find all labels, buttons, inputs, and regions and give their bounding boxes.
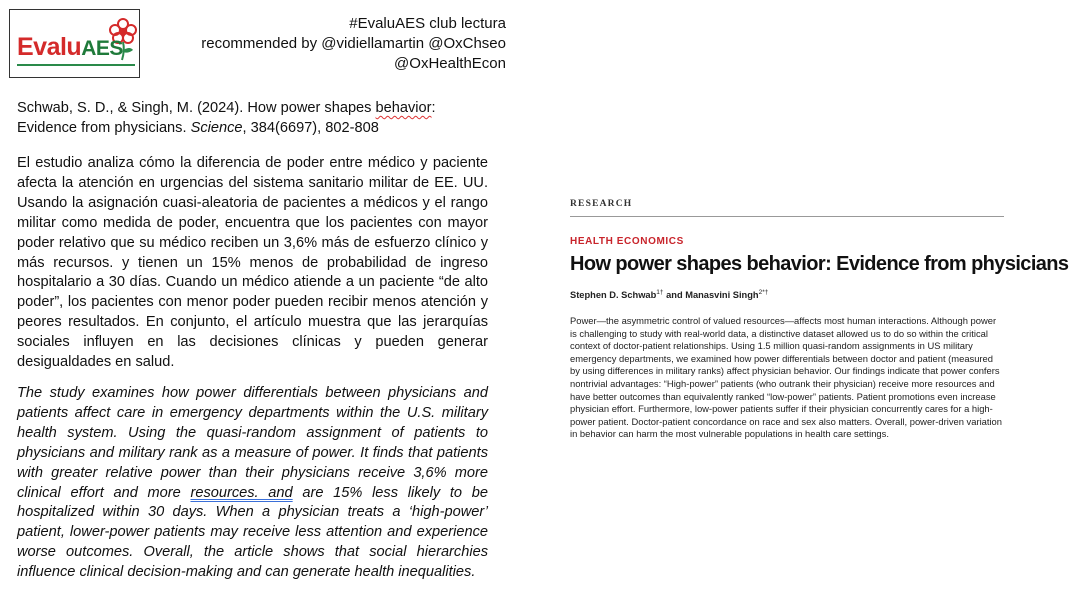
article-title: How power shapes behavior: Evidence from physicians <box>570 253 1069 275</box>
summary-english: The study examines how power differentials between physicians and patients affect care in emergency departments within the U.S. military health system. Using the quasi-random assignment of patients to physicians and military rank as a measure of power. It finds that patients with greater relative power than their physicians receive 3,6% more clinical effort and more resources. and are 15% less likely to be hospitalized within 30 days. When a physician treats a ‘high-power’ patient, lower-power patients may receive less attention and experience worse outcomes. Overall, the article shows that social hierarchies influence clinical decision-making and can generate health inequalities. <box>17 385 488 581</box>
club-header <box>201 14 506 74</box>
logo-wordmark: EvaluAES <box>17 33 123 61</box>
grammar-flag: resources. and <box>190 484 293 501</box>
recommended-by: recommended by @vidiellamartin @OxChseo <box>201 35 506 52</box>
logo-underline <box>17 64 135 66</box>
recommended-by-cont: @OxHealthEcon <box>394 55 506 72</box>
article-abstract: Power—the asymmetric control of valued resources—affects most human interactions. Although power is challenging to study with real-world data, a distinctive dataset allowed us to do so within the critical context of doctor-patient relationships. Using 1.5 million quasi-random assignments in US military emergency departments, we examined how power differentials between doctor and patient (measured by using differences in military ranks) affect physician behavior. Our findings indicate that power confers nontrivial advantages: “High-power” patients (who outrank their physician) receive more resources and have better outcomes than equivalently ranked “low-power” patients. Patient promotions even increase physician effort. Furthermore, low-power patients suffer if their physician concurrently cares for a high-power patient. Doctor-patient concordance on race and sex also matters. Overall, power-driven variation in behavior can harm the most vulnerable populations in health care settings. <box>570 315 1002 440</box>
article-kicker: RESEARCH <box>570 199 633 209</box>
summary-spanish: El estudio analiza cómo la diferencia de poder entre médico y paciente afecta la atención en urgencias del sistema sanitario militar de EE. UU. Usando la asignación cuasi-aleatoria de pacientes a médicos y el rango militar como medida de poder, encuentra que los pacientes con mayor poder relativo que su médico reciben un 3,6% más de esfuerzo clínico y más recursos. y tienen un 15% menos de probabilidad de ingreso hospitalario a 30 días. Cuando un médico atiende a un paciente “de alto poder”, los pacientes con menor poder pueden recibir menos atención y peores resultados. En conjunto, el artículo muestra que las jerarquías sociales influyen en las decisiones clínicas y pueden generar desigualdades en salud. <box>17 155 488 371</box>
evaluaes-logo <box>9 9 140 78</box>
club-title: #EvaluAES club lectura <box>349 15 506 32</box>
article-divider <box>570 216 1004 217</box>
citation: Schwab, S. D., & Singh, M. (2024). How power shapes behavior: Evidence from physicians. Science, 384(6697), 802-808 <box>17 100 436 136</box>
article-authors: Stephen D. Schwab$^{1\dagger}$ and Manasvini Singh$^{2*\dagger}$ <box>570 289 769 301</box>
article-section: HEALTH ECONOMICS <box>570 236 684 247</box>
